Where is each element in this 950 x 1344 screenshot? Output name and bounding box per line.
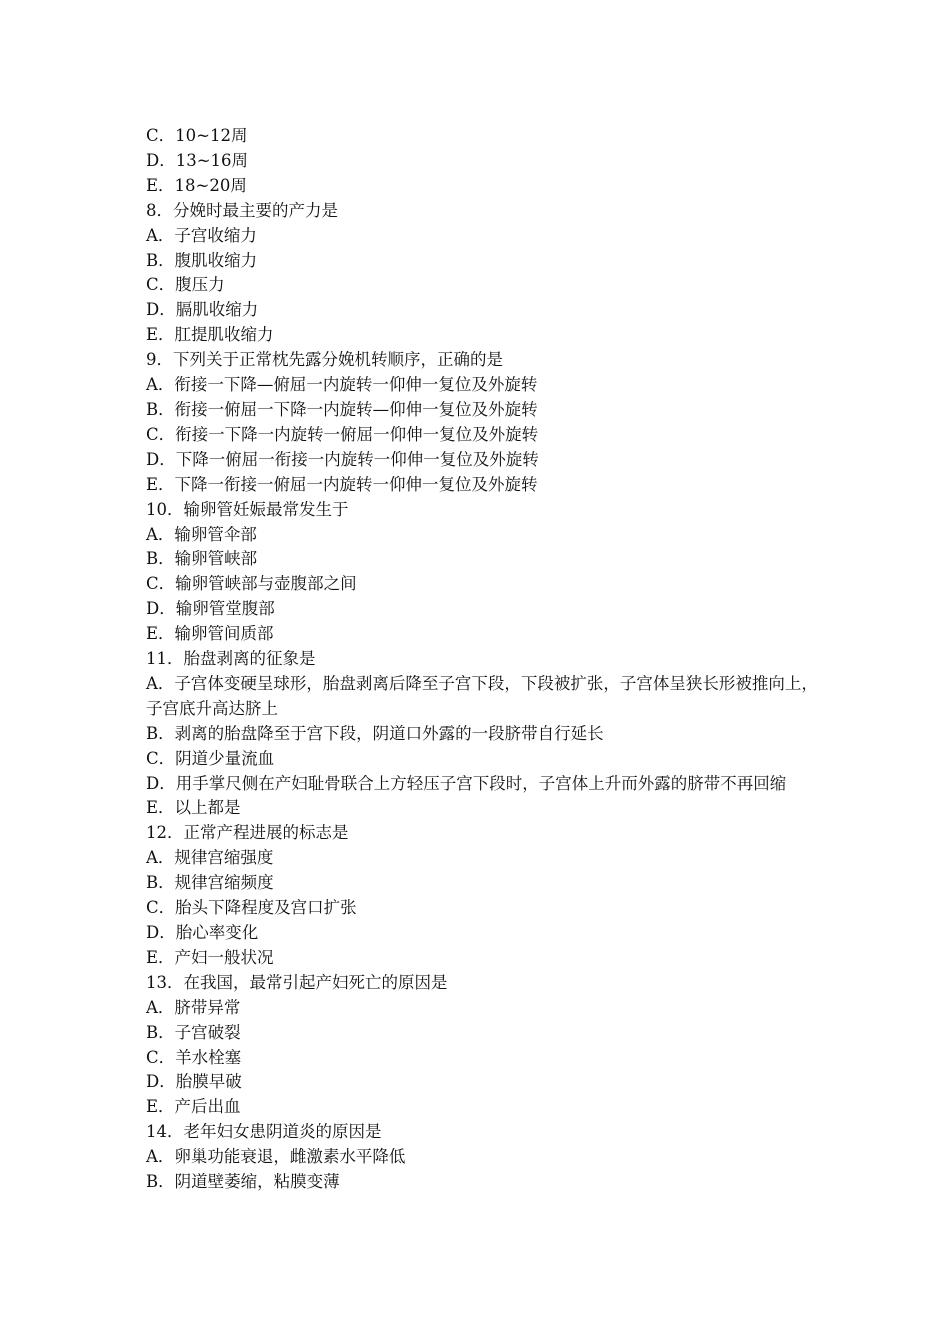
- question-line: 14．老年妇女患阴道炎的原因是: [146, 1122, 382, 1142]
- option-line: B．子宫破裂: [146, 1022, 241, 1042]
- option-line: A．卵巢功能衰退，雌激素水平降低: [146, 1147, 406, 1167]
- question-line: 11．胎盘剥离的征象是: [146, 649, 316, 669]
- question-line: 10．输卵管妊娠最常发生于: [146, 499, 349, 519]
- option-line: D．13~16周: [146, 150, 249, 170]
- option-line: B．阴道壁萎缩，粘膜变薄: [146, 1172, 340, 1192]
- option-line: B．腹肌收缩力: [146, 250, 258, 270]
- option-line: C．衔接一下降一内旋转一俯屈一仰伸一复位及外旋转: [146, 424, 539, 444]
- option-line: E．输卵管间质部: [146, 624, 274, 644]
- option-line: A．子宫收缩力: [146, 225, 257, 245]
- option-line: C．胎头下降程度及宫口扩张: [146, 898, 357, 918]
- option-line: C．羊水栓塞: [146, 1047, 242, 1067]
- question-line: 12．正常产程进展的标志是: [146, 823, 349, 843]
- option-line: B．输卵管峡部: [146, 549, 258, 569]
- option-line: B．规律宫缩频度: [146, 873, 274, 893]
- option-line: E．18~20周: [146, 175, 247, 195]
- option-line: E．产妇一般状况: [146, 947, 274, 967]
- question-line: 13．在我国，最常引起产妇死亡的原因是: [146, 972, 448, 992]
- option-line: E．下降一衔接一俯屈一内旋转一仰伸一复位及外旋转: [146, 474, 538, 494]
- option-line: D．输卵管堂腹部: [146, 599, 275, 619]
- option-line: E．产后出血: [146, 1097, 241, 1117]
- option-line: D．用手掌尺侧在产妇耻骨联合上方轻压子宫下段时，子宫体上升而外露的脐带不再回缩: [146, 773, 787, 793]
- option-line: A．输卵管伞部: [146, 524, 257, 544]
- option-line: B．剥离的胎盘降至于宫下段，阴道口外露的一段脐带自行延长: [146, 723, 604, 743]
- option-line: D．胎膜早破: [146, 1072, 242, 1092]
- option-line: B．衔接一俯屈一下降一内旋转—仰伸一复位及外旋转: [146, 399, 538, 419]
- question-line: 8．分娩时最主要的产力是: [146, 200, 338, 220]
- option-line: D．膈肌收缩力: [146, 300, 259, 320]
- option-line: C．10~12周: [146, 126, 248, 145]
- option-line: A．衔接一下降—俯屈一内旋转一仰伸一复位及外旋转: [146, 375, 538, 395]
- option-line: A．规律宫缩强度: [146, 848, 274, 868]
- option-line: A．脐带异常: [146, 997, 241, 1017]
- option-line: C．腹压力: [146, 275, 225, 295]
- question-line: 9．下列关于正常枕先露分娩机转顺序，正确的是: [146, 350, 503, 370]
- document-body: [146, 124, 826, 1195]
- option-line: C．输卵管峡部与壶腹部之间: [146, 574, 357, 594]
- option-line: E．肛提肌收缩力: [146, 325, 274, 345]
- option-line: E．以上都是: [146, 798, 241, 818]
- option-line: D．胎心率变化: [146, 923, 259, 942]
- option-line: C．阴道少量流血: [146, 748, 275, 768]
- option-line: D．下降一俯屈一衔接一内旋转一仰伸一复位及外旋转: [146, 449, 539, 469]
- option-line: A．子宫体变硬呈球形，胎盘剥离后降至子宫下段，下段被扩张，子宫体呈狭长形被推向上，子宫底升高达脐上: [146, 673, 818, 718]
